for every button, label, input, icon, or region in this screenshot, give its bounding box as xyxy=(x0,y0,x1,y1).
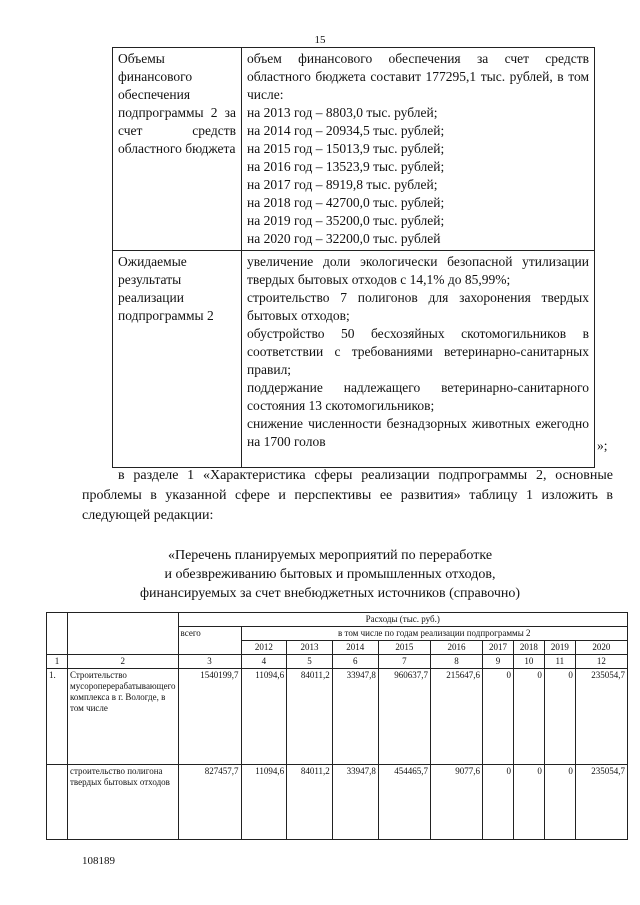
column-number: 9 xyxy=(483,655,514,669)
result-item: обустройство 50 бесхозяйных скотомогильников в соответствии с требованиями ветеринарно-санитарных правил; xyxy=(247,326,589,377)
result-item: поддержание надлежащего ветеринарно-санитарного состояния 13 скотомогильников; xyxy=(247,380,589,413)
row-value: 11094,6 xyxy=(241,669,287,765)
header-year: 2019 xyxy=(544,641,575,655)
row-value: 0 xyxy=(513,765,544,840)
row-value: 0 xyxy=(544,669,575,765)
row-value: 33947,8 xyxy=(332,669,378,765)
row-value: 0 xyxy=(483,669,514,765)
header-by-year: в том числе по годам реализации подпрограммы 2 xyxy=(241,627,627,641)
funding-year-2017: на 2017 год – 8919,8 тыс. рублей; xyxy=(247,177,438,192)
header-cell xyxy=(47,613,68,655)
row-value: 960637,7 xyxy=(378,669,430,765)
row-value: 454465,7 xyxy=(378,765,430,840)
row-number: 1. xyxy=(47,669,68,765)
funding-content xyxy=(242,48,595,251)
row-value: 235054,7 xyxy=(575,669,627,765)
table-row xyxy=(113,251,595,468)
table-row xyxy=(47,765,628,840)
heading-line: «Перечень планируемых мероприятий по переработке xyxy=(167,548,493,563)
result-item: строительство 7 полигонов для захоронения твердых бытовых отходов; xyxy=(247,290,589,323)
row-value: 0 xyxy=(513,669,544,765)
row-name: Строительство мусороперерабатывающего комплекса в г. Вологде, в том числе xyxy=(68,669,179,765)
column-number: 6 xyxy=(332,655,378,669)
header-year: 2017 xyxy=(483,641,514,655)
column-number: 10 xyxy=(513,655,544,669)
header-year: 2013 xyxy=(287,641,333,655)
row-value: 33947,8 xyxy=(332,765,378,840)
table-header-row xyxy=(47,613,628,627)
row-value: 11094,6 xyxy=(241,765,287,840)
row-value: 84011,2 xyxy=(287,669,333,765)
row-value: 0 xyxy=(483,765,514,840)
funding-label: Объемы финансового обеспечения подпрограммы 2 за счет средств областного бюджета xyxy=(113,48,242,251)
amendment-paragraph: в разделе 1 «Характеристика сферы реализации подпрограммы 2, основные проблемы в указанной сфере и перспективы ее развития» таблицу 1 изложить в следующей редакции: xyxy=(82,468,613,523)
funding-year-2019: на 2019 год – 35200,0 тыс. рублей; xyxy=(247,213,445,228)
row-value: 0 xyxy=(544,765,575,840)
header-cell xyxy=(68,613,179,655)
row-number xyxy=(47,765,68,840)
column-number: 3 xyxy=(178,655,241,669)
header-year: 2018 xyxy=(513,641,544,655)
measures-table xyxy=(46,612,628,840)
funding-year-2013: на 2013 год – 8803,0 тыс. рублей; xyxy=(247,105,438,120)
funding-table xyxy=(112,47,595,468)
funding-year-2018: на 2018 год – 42700,0 тыс. рублей; xyxy=(247,195,445,210)
row-name: строительство полигона твердых бытовых отходов xyxy=(68,765,179,840)
result-item: увеличение доли экологически безопасной утилизации твердых бытовых отходов с 14,1% до 85,99%; xyxy=(247,254,589,287)
closing-quote: »; xyxy=(597,438,608,453)
header-total: всего xyxy=(178,627,241,655)
header-year: 2015 xyxy=(378,641,430,655)
heading-line: финансируемых за счет внебюджетных источников (справочно) xyxy=(139,586,521,601)
header-year: 2012 xyxy=(241,641,287,655)
result-item: снижение численности безнадзорных животных ежегодно на 1700 голов xyxy=(247,416,589,449)
results-content xyxy=(242,251,595,468)
column-number: 4 xyxy=(241,655,287,669)
row-value: 84011,2 xyxy=(287,765,333,840)
table-row xyxy=(113,48,595,251)
row-total: 1540199,7 xyxy=(178,669,241,765)
row-value: 215647,6 xyxy=(430,669,482,765)
document-code: 108189 xyxy=(82,855,115,867)
column-number-row xyxy=(47,655,628,669)
funding-year-2014: на 2014 год – 20934,5 тыс. рублей; xyxy=(247,123,445,138)
row-value: 9077,6 xyxy=(430,765,482,840)
heading-line: и обезвреживанию бытовых и промышленных отходов, xyxy=(164,567,496,582)
table-heading xyxy=(60,546,600,603)
column-number: 5 xyxy=(287,655,333,669)
column-number: 11 xyxy=(544,655,575,669)
column-number: 12 xyxy=(575,655,627,669)
column-number: 7 xyxy=(378,655,430,669)
header-expenses: Расходы (тыс. руб.) xyxy=(178,613,627,627)
results-label: Ожидаемые результаты реализации подпрограммы 2 xyxy=(113,251,242,468)
column-number: 8 xyxy=(430,655,482,669)
page-number: 15 xyxy=(314,34,326,46)
funding-year-2015: на 2015 год – 15013,9 тыс. рублей; xyxy=(247,141,445,156)
header-year: 2020 xyxy=(575,641,627,655)
funding-year-2020: на 2020 год – 32200,0 тыс. рублей xyxy=(247,231,441,246)
funding-intro: объем финансового обеспечения за счет средств областного бюджета составит 177295,1 тыс. рублей, в том числе: xyxy=(247,51,589,102)
column-number: 2 xyxy=(68,655,179,669)
row-total: 827457,7 xyxy=(178,765,241,840)
header-year: 2014 xyxy=(332,641,378,655)
table-row xyxy=(47,669,628,765)
column-number: 1 xyxy=(47,655,68,669)
funding-year-2016: на 2016 год – 13523,9 тыс. рублей; xyxy=(247,159,445,174)
row-value: 235054,7 xyxy=(575,765,627,840)
header-year: 2016 xyxy=(430,641,482,655)
